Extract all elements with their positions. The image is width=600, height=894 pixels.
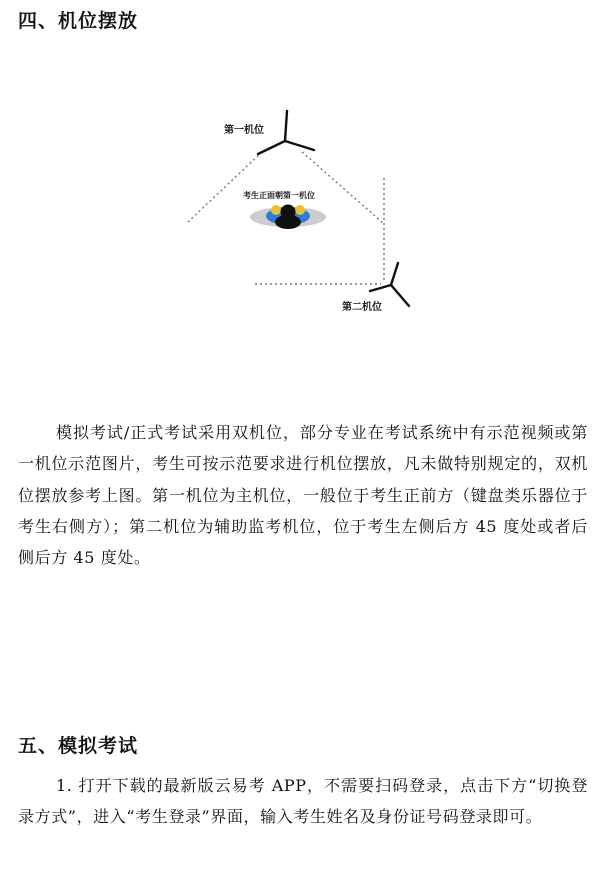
section-4-paragraph: 模拟考试/正式考试采用双机位，部分专业在考试系统中有示范视频或第一机位示范图片，考生可按示范要求进行机位摆放，凡未做特别规定的，双机位摆放参考上图。第一机位为主机位，一般位于考生正前方（键盘类乐器位于考生右侧方）；第二机位为辅助监考机位，位于考生左侧后方 45 度处或者后侧后方 45 度处。 — [18, 423, 588, 568]
camera-1-label: 第一机位 — [224, 125, 264, 136]
sight-line-left — [188, 152, 262, 222]
candidate-figure-icon — [250, 205, 326, 230]
camera-placement-diagram — [0, 0, 600, 400]
section-5-heading: 五、模拟考试 — [18, 735, 139, 757]
candidate-facing-label: 考生正面朝第一机位 — [243, 191, 315, 200]
section-5-paragraph: 1. 打开下载的最新版云易考 APP，不需要扫码登录，点击下方“切换登录方式”，进入“考生登录”界面，输入考生姓名及身份证号码登录即可。 — [18, 776, 588, 827]
section-4-heading: 四、机位摆放 — [18, 10, 139, 32]
camera-2-label: 第二机位 — [342, 302, 382, 313]
tripod-icon-camera-1 — [258, 111, 314, 154]
